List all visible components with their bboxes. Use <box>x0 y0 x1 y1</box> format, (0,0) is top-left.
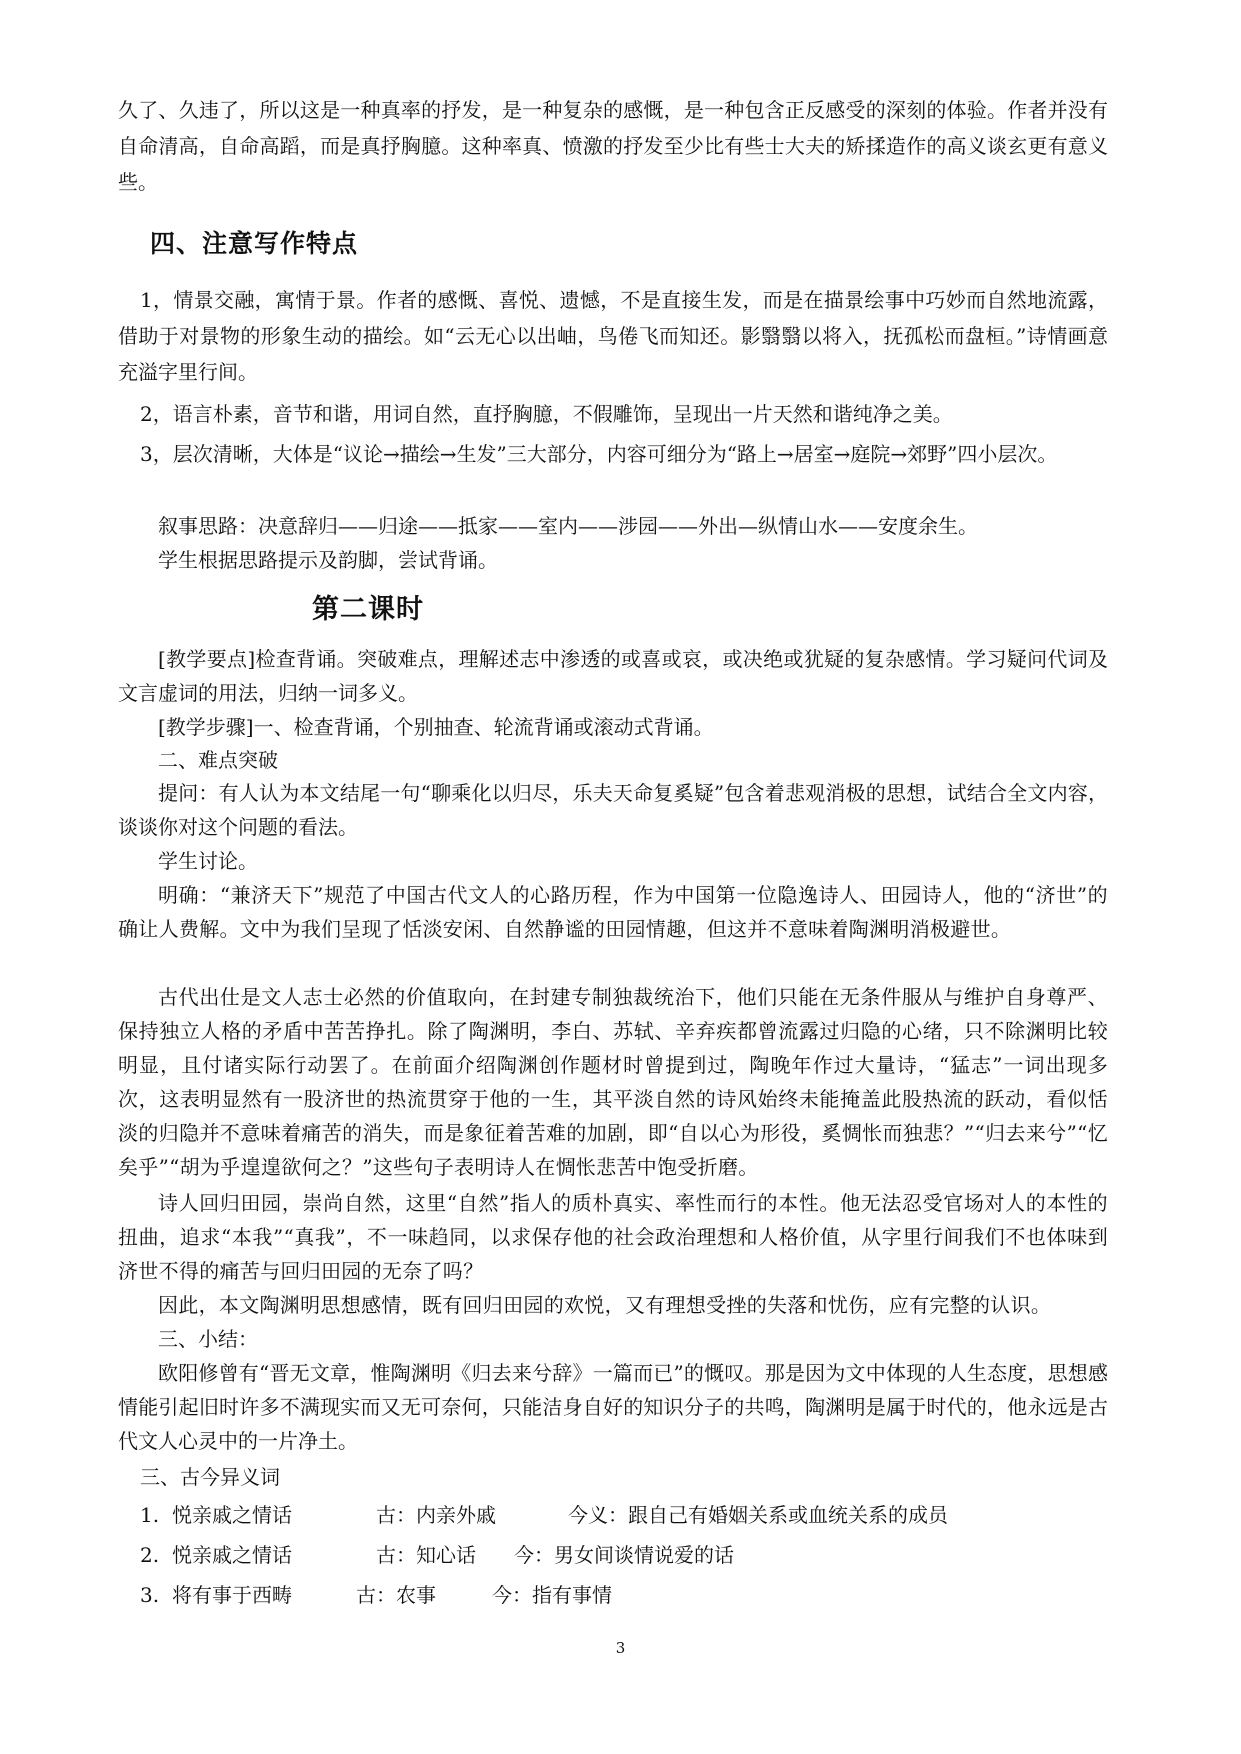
lesson2-heading: 第二课时 <box>312 594 424 625</box>
section4-item1 <box>118 282 1108 390</box>
intro-paragraph <box>118 92 1108 200</box>
narrative-text: 叙事思路：决意辞归——归途——抵家——室内——涉园——外出—纵情山水——安度余生。 <box>158 514 978 538</box>
step2-text: 二、难点突破 <box>158 748 278 772</box>
vocab-ancient: 古：知心话 <box>376 1543 476 1567</box>
vocab-num: 2. <box>140 1543 160 1567</box>
summary-paragraph <box>118 1356 1108 1458</box>
vocab-phrase: 悦亲戚之情话 <box>172 1503 292 1527</box>
item2-text: 2，语言朴素，音节和谐，用词自然，直抒胸臆，不假雕饰，呈现出一片天然和谐纯净之美。 <box>140 402 953 426</box>
officials-text: 古代出仕是文人志士必然的价值取向，在封建专制独裁统治下，他们只能在无条件服从与维护自身尊严、保持独立人格的矛盾中苦苦挣扎。除了陶渊明，李白、苏轼、辛弃疾都曾流露过归隐的心绪，只不除渊明比较明显，且付诸实际行动罢了。在前面介绍陶渊创作题材时曾提到过，陶晚年作过大量诗，“猛志”一词出现多次，这表明显然有一股济世的热流贯穿于他的一生，其平淡自然的诗风始终未能掩盖此股热流的跃动，看似恬淡的归隐并不意味着痛苦的消失，而是象征着苦难的加剧，即“自以心为形役，奚惆怅而独悲？”“归去来兮”“忆矣乎”“胡为乎遑遑欲何之？”这些句子表明诗人在惆怅悲苦中饱受折磨。 <box>118 985 1108 1179</box>
section4-item2 <box>118 396 1108 432</box>
vocab-modern: 今义：跟自己有婚姻关系或血统关系的成员 <box>568 1503 948 1527</box>
vocab-num: 3. <box>140 1583 160 1607</box>
item1-text: 1，情景交融，寓情于景。作者的感慨、喜悦、遗憾，不是直接生发，而是在描景绘事中巧妙而自然地流露，借助于对景物的形象生动的描绘。如“云无心以出岫，鸟倦飞而知还。影翳翳以将入，抚孤松而盘桓。”诗情画意充溢字里行间。 <box>118 288 1108 384</box>
vocab-ancient: 古：农事 <box>356 1583 436 1607</box>
step2 <box>118 743 1108 777</box>
teaching-steps <box>118 710 1108 744</box>
narrative-line <box>118 508 1108 544</box>
question <box>118 776 1108 844</box>
vocab-modern: 今：指有事情 <box>492 1583 612 1607</box>
therefore-paragraph <box>118 1288 1108 1322</box>
nature-paragraph <box>118 1186 1108 1288</box>
vocab-phrase: 将有事于西畴 <box>172 1583 292 1607</box>
recite-text: 学生根据思路提示及韵脚，尝试背诵。 <box>158 548 498 572</box>
nature-text: 诗人回归田园，崇尚自然，这里“自然”指人的质朴真实、率性而行的本性。他无法忍受官场对人的本性的扭曲，追求“本我”“真我”，不一味趋同，以求保存他的社会政治理想和人格价值，从字里行间我们不也体味到济世不得的痛苦与回归田园的无奈了吗？ <box>118 1191 1108 1283</box>
discussion <box>118 844 1108 878</box>
item3-text: 3，层次清晰，大体是“议论→描绘→生发”三大部分，内容可细分为“路上→居室→庭院→郊野”四小层次。 <box>140 442 1058 466</box>
clarification <box>118 878 1108 946</box>
summary-text: 欧阳修曾有“晋无文章，惟陶渊明《归去来兮辞》一篇而已”的慨叹。那是因为文中体现的人生态度，思想感情能引起旧时许多不满现实而又无可奈何，只能洁身自好的知识分子的共鸣，陶渊明是属于时代的，他永远是古代文人心灵中的一片净土。 <box>118 1361 1108 1453</box>
page-number: 3 <box>615 1639 626 1657</box>
clarify-text: 明确：“兼济天下”规范了中国古代文人的心路历程，作为中国第一位隐逸诗人、田园诗人，他的“济世”的确让人费解。文中为我们呈现了恬淡安闲、自然静谧的田园情趣，但这并不意味着陶渊明消极避世。 <box>118 883 1108 941</box>
discuss-text: 学生讨论。 <box>158 849 258 873</box>
section4-heading: 四、注意写作特点 <box>150 229 359 258</box>
therefore-text: 因此，本文陶渊明思想感情，既有回归田园的欢悦，又有理想受挫的失落和忧伤，应有完整的认识。 <box>158 1293 1052 1317</box>
recite-line <box>118 542 1108 578</box>
steps-text: [教学步骤]一、检查背诵，个别抽查、轮流背诵或滚动式背诵。 <box>158 715 714 739</box>
vocab-num: 1. <box>140 1503 160 1527</box>
intro-text: 久了、久违了，所以这是一种真率的抒发，是一种复杂的感慨，是一种包含正反感受的深刻的体验。作者并没有自命清高，自命高蹈，而是真抒胸臆。这种率真、愤激的抒发至少比有些士大夫的矫揉造作的高义谈玄更有意义些。 <box>118 98 1108 194</box>
vocab-heading: 三、古今异义词 <box>140 1465 280 1489</box>
officials-paragraph <box>118 980 1108 1184</box>
key-points-text: [教学要点]检查背诵。突破难点，理解述志中渗透的或喜或哀，或决绝或犹疑的复杂感情。学习疑问代词及文言虚词的用法，归纳一词多义。 <box>118 647 1108 705</box>
summary-heading-text: 三、小结： <box>158 1327 258 1351</box>
summary-heading <box>118 1322 1108 1356</box>
section4-item3 <box>118 436 1108 472</box>
vocab-phrase: 悦亲戚之情话 <box>172 1543 292 1567</box>
question-text: 提问：有人认为本文结尾一句“聊乘化以归尽，乐夫天命复奚疑”包含着悲观消极的思想，试结合全文内容，谈谈你对这个问题的看法。 <box>118 781 1108 839</box>
vocab-ancient: 古：内亲外戚 <box>376 1503 496 1527</box>
vocab-modern: 今：男女间谈情说爱的话 <box>514 1543 734 1567</box>
key-points <box>118 642 1108 710</box>
